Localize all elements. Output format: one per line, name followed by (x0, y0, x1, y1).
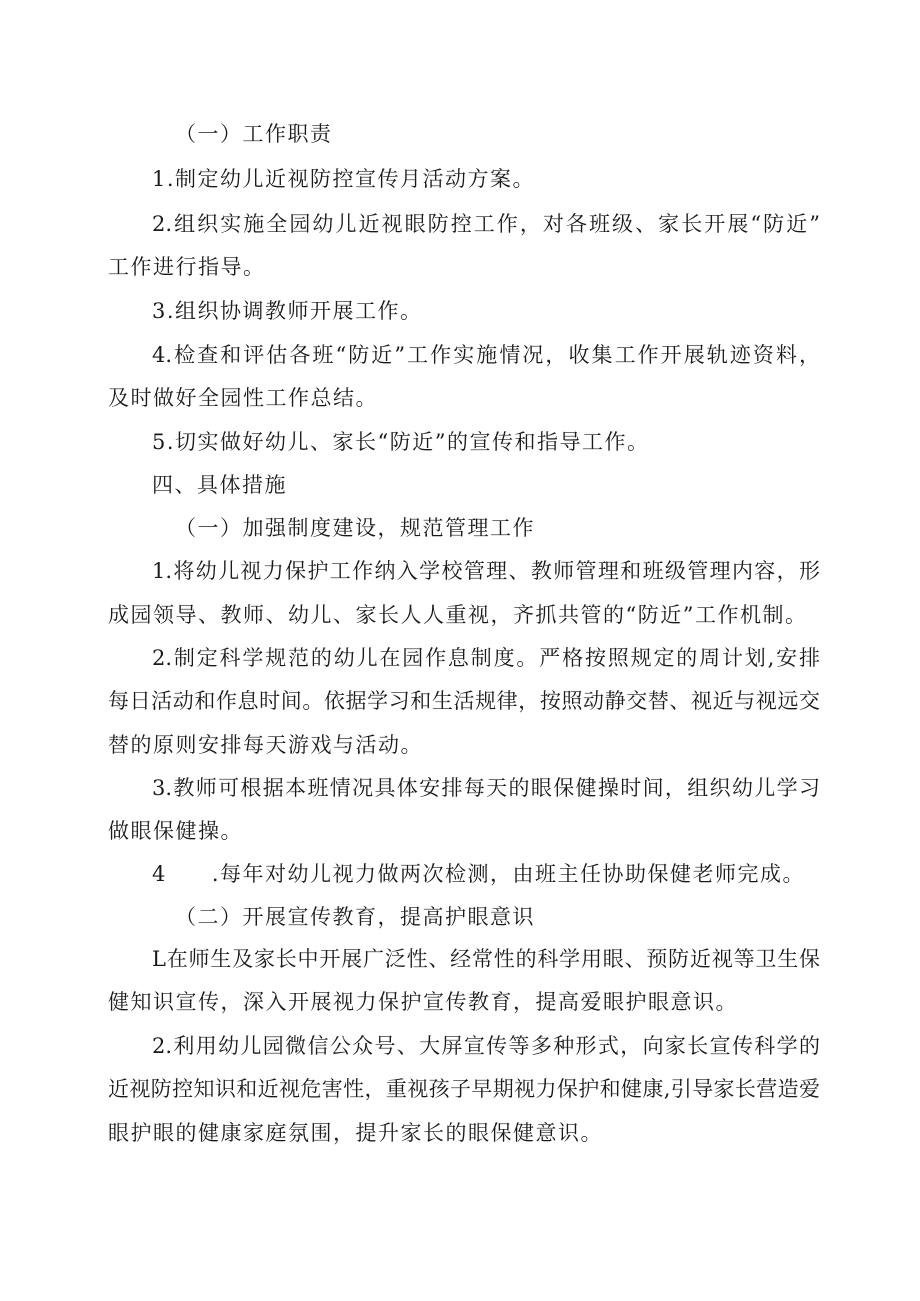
duty-item-4-line-1: 4.检查和评估各班“防近”工作实施情况，收集工作开展轨迹资料， (152, 343, 820, 367)
measure-2-line-2: 每日活动和作息时间。依据学习和生活规律，按照动静交替、视近与视远交 (108, 689, 820, 713)
publicity-item-2-line-2: 近视防控知识和近视危害性，重视孩子早期视力保护和健康,引导家长营造爱 (108, 1077, 820, 1101)
publicity-item-2-line-3: 眼护眼的健康家庭氛围，提升家长的眼保健意识。 (108, 1121, 603, 1145)
duty-item-2-line-1: 2.组织实施全园幼儿近视眼防控工作，对各班级、家长开展“防近” (152, 212, 820, 236)
measure-1-line-2: 成园领导、教师、幼儿、家长人人重视，齐抓共管的“防近”工作机制。 (108, 603, 808, 627)
measure-2-line-1: 2.制定科学规范的幼儿在园作息制度。严格按照规定的周计划,安排 (152, 646, 820, 670)
section-heading-specific-measures: 四、具体措施 (152, 473, 287, 497)
measure-4: 4 .每年对幼儿视力做两次检测，由班主任协助保健老师完成。 (152, 862, 806, 886)
duty-item-3: 3.组织协调教师开展工作。 (152, 299, 423, 323)
measure-3-line-1: 3.教师可根据本班情况具体安排每天的眼保健操时间，组织幼儿学习 (152, 776, 820, 800)
duty-item-1: 1.制定幼儿近视防控宣传月活动方案。 (152, 167, 536, 191)
publicity-item-1-line-2: 健知识宣传，深入开展视力保护宣传教育，提高爱眼护眼意识。 (108, 990, 738, 1014)
measure-3-line-2: 做眼保健操。 (108, 819, 243, 843)
publicity-item-1-line-1: L在师生及家长中开展广泛性、经常性的科学用眼、预防近视等卫生保 (152, 947, 820, 971)
duty-item-2-line-2: 工作进行指导。 (108, 255, 266, 279)
subsection-heading-system-building: （一）加强制度建设，规范管理工作 (175, 516, 535, 540)
measure-1-line-1: 1.将幼儿视力保护工作纳入学校管理、教师管理和班级管理内容，形 (152, 559, 820, 583)
subsection-heading-publicity-education: （二）开展宣传教育，提高护眼意识 (175, 905, 535, 929)
duty-item-5: 5.切实做好幼儿、家长“防近”的宣传和指导工作。 (152, 430, 650, 454)
duty-item-4-line-2: 及时做好全园性工作总结。 (108, 386, 378, 410)
section-heading-work-duties: （一）工作职责 (175, 122, 333, 146)
measure-2-line-3: 替的原则安排每天游戏与活动。 (108, 733, 423, 757)
publicity-item-2-line-1: 2.利用幼儿园微信公众号、大屏宣传等多种形式，向家长宣传科学的 (152, 1034, 820, 1058)
